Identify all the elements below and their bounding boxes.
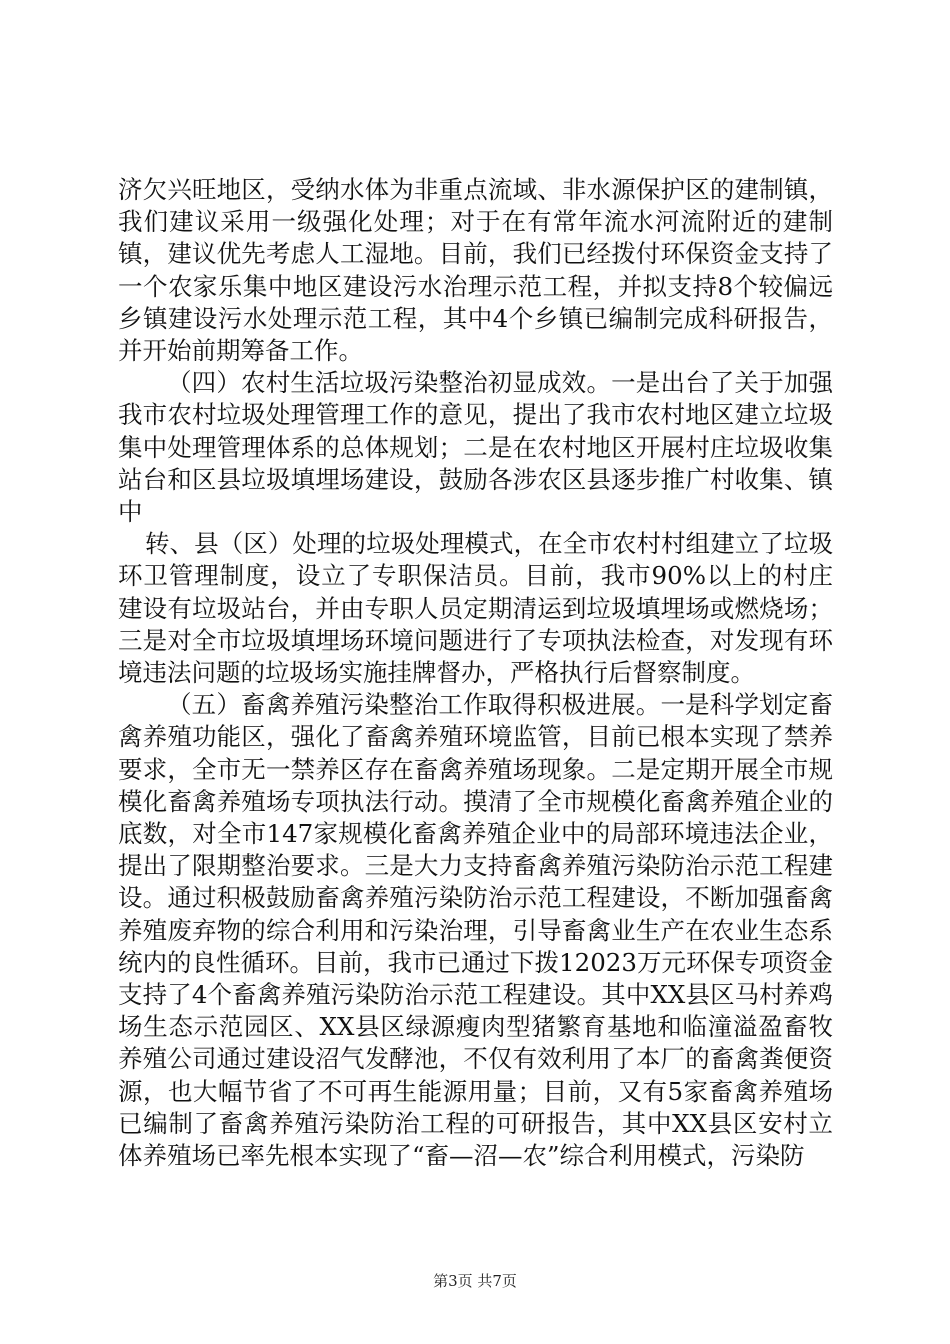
- paragraph-livestock-pollution: （五）畜禽养殖污染整治工作取得积极进展。一是科学划定畜禽养殖功能区，强化了畜禽养殖环境监管，目前已根本实现了禁养要求，全市无一禁养区存在畜禽养殖场现象。二是定期开展全市规模化畜禽养殖场专项执法行动。摸清了全市规模化畜禽养殖企业的底数，对全市147家规模化畜禽养殖企业中的局部环境违法企业，提出了限期整治要求。三是大力支持畜禽养殖污染防治示范工程建设。通过积极鼓励畜禽养殖污染防治示范工程建设，不断加强畜禽养殖废弃物的综合利用和污染治理，引导畜禽业生产在农业生态系统内的良性循环。目前，我市已通过下拨12023万元环保专项资金支持了4个畜禽养殖污染防治示范工程建设。其中XX县区马村养鸡场生态示范园区、XX县区绿源瘦肉型猪繁育基地和临潼溢盈畜牧养殖公司通过建设沼气发酵池，不仅有效利用了本厂的畜禽粪便资源，也大幅节省了不可再生能源用量；目前，又有5家畜禽养殖场已编制了畜禽养殖污染防治工程的可研报告，其中XX县区安村立体养殖场已率先根本实现了“畜—沼—农”综合利用模式，污染防: [118, 690, 833, 1171]
- paragraph-continuation-sewage: 济欠兴旺地区，受纳水体为非重点流域、非水源保护区的建制镇，我们建议采用一级强化处理；对于在有常年流水河流附近的建制镇，建议优先考虑人工湿地。目前，我们已经拨付环保资金支持了一个农家乐集中地区建设污水治理示范工程，并拟支持8个较偏远乡镇建设污水处理示范工程，其中4个乡镇已编制完成科研报告，并开始前期筹备工作。: [118, 175, 833, 366]
- paragraph-rural-garbage: （四）农村生活垃圾污染整治初显成效。一是出台了关于加强我市农村垃圾处理管理工作的意见，提出了我市农村地区建立垃圾集中处理管理体系的总体规划；二是在农村地区开展村庄垃圾收集站台和区县垃圾填埋场建设，鼓励各涉农区县逐步推广村收集、镇中: [118, 368, 833, 527]
- page-footer: 第3页 共7页: [433, 1272, 517, 1290]
- document-body: [118, 174, 833, 1172]
- paragraph-garbage-model: 转、县（区）处理的垃圾处理模式，在全市农村村组建立了垃圾环卫管理制度，设立了专职保洁员。目前，我市90%以上的村庄建设有垃圾站台，并由专职人员定期清运到垃圾填埋场或燃烧场；三是对全市垃圾填埋场环境问题进行了专项执法检查，对发现有环境违法问题的垃圾场实施挂牌督办，严格执行后督察制度。: [118, 529, 833, 688]
